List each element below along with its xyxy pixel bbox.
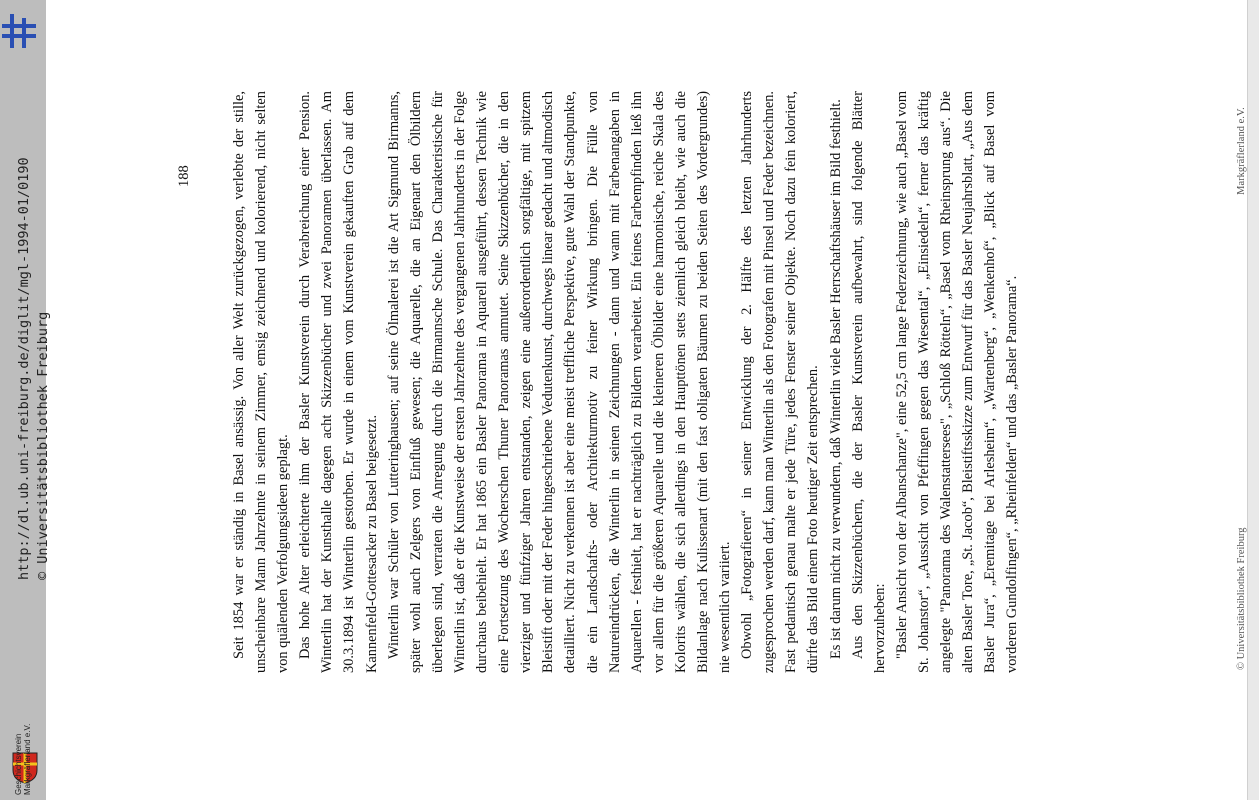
- right-fragment-1: © Universitätsbibliothek Freiburg: [1236, 527, 1247, 670]
- paragraph: Es ist darum nicht zu verwundern, daß Winterlin viele Basler Herrschaftshäuser im Bild festhielt.: [827, 99, 844, 659]
- society-line1: Geschichtsverein: [14, 733, 23, 795]
- paragraph: "Basler Ansicht von der Albanschanze", eine 52,5 cm lange Federzeichnung, wie auch „Basel vom St. Johanstor“, „Aussicht von Pfeffingen gegen das Wiesental“, „Einsiedeln“, ferner das kräftig angelegte "Panorama des Walenstattersees", „Schloß Rötteln“, „Basel vom Rheinsprung aus“. Die alten Basler Tore, „St. Jacob“, Bleistiftsskizze zum Entwurf für das Basler Neujahrsblatt, „Aus dem Basler Jura“, „Eremitage bei Arlesheim“, „Wartenberg“, „Wenkenhof“, „Blick auf Basel vom vorderen Gundolfingen“, „Rheinfelden“ und das „Basler Panorama“.: [893, 90, 1021, 673]
- society-line2: Markgräflerland e.V.: [23, 723, 32, 795]
- paragraph: Obwohl „Fotografieren“ in seiner Entwicklung der 2. Hälfte des letzten Jahrhunderts zugesprochen werden darf, kann man Winterlin als den Fotografen mit Pinsel und Feder bezeichnen. Fast pedantisch genau malte er jede Türe, jedes Fenster seiner Objekte. Noch dazu fein koloriert, dürfte das Bild einem Foto heutiger Zeit entsprechen.: [739, 91, 822, 673]
- paragraph: Aus den Skizzenbüchern, die der Basler Kunstverein aufbewahrt, sind folgende Blätter hervorzuheben:: [849, 91, 888, 673]
- paragraph: Das hohe Alter erleichterte ihm der Basler Kunstverein durch Verabreichung einer Pension. Winterlin hat der Kunsthalle dagegen acht Skizzenbücher und zwei Panoramen überlassen. Am 30.3.1894 ist Winterlin gestorben. Er wurde in einem vom Kunstverein gekauften Grab auf dem Kannenfeld-Gottesacker zu Basel beigesetzt.: [297, 91, 380, 673]
- citation-url[interactable]: [16, 60, 51, 580]
- society-label: [14, 705, 32, 795]
- right-edge-fragment: [1236, 70, 1247, 670]
- paragraph: Winterlin war Schüler von Lutteringhausen; auf seine Ölmalerei ist die Art Sigmund Birmanns, später wohl auch Zelgers von Einfluß gewesen; die Aquarelle, die an Eigenart den Ölbildern überlegen sind, verraten die Anregung durch die Birmannsche Schule. Das Charakteristische für Winterlin ist, daß er die Kunstweise der ersten Jahrzehnte des vergangenen Jahrhunderts in der Folge durchaus beibehielt. Er hat 1865 ein Basler Panorama in Aquarell ausgeführt, dessen Technik wie eine Fortsetzung des Wocherschen Thuner Panoramas anmutet. Seine Skizzenbücher, die in den vierziger und fünfziger Jahren entstanden, zeigen eine außerordentlich sorgfältige, mit spitzem Bleistift oder mit der Feder hingeschriebene Vedutenkunst, durchwegs linear gedacht und altmodisch detailliert. Nicht zu verkennen ist aber eine meist treffliche Perspektive, gute Wahl der Standpunkte, die ein Landschafts- oder Architekturmotiv zu feiner Wirkung bringen. Die Fülle von Natureindrücken, die Winterlin in seinen Zeichnungen - dann und wann mit Farbenangaben in Aquarellen - festhielt, hat er nachträglich zu Bildern verarbeitet. Ein feines Farbempfinden ließ ihn vor allem für die größeren Aquarelle und die kleineren Ölbilder eine harmonische, reiche Skala des Kolorits wählen, die sich allerdings in den Haupttönen stets ziemlich gleich bleibt, wie auch die Bildanlage nach Kulissenart (mit den fast obligaten Bäumen zu beiden Seiten des Vordergrundes) nie wesentlich variiert.: [385, 91, 734, 673]
- page-number: 188: [176, 165, 192, 187]
- body-text: [228, 91, 1023, 673]
- paragraph: Seit 1854 war er ständig in Basel ansässig. Von aller Welt zurückgezogen, verlebte der stille, unscheinbare Mann Jahrzehnte in seinem Zimmer, emsig zeichnend und kolorierend, nicht selten von quälenden Verfolgungsideen geplagt.: [231, 91, 292, 673]
- citation-url-text[interactable]: http://dl.ub.uni-freiburg.de/diglit/mgl-1994-01/0190: [16, 157, 32, 580]
- copyright-text: © Universitätsbibliothek Freiburg: [35, 311, 51, 580]
- right-fragment-2: Markgräflerland e.V.: [1236, 107, 1247, 195]
